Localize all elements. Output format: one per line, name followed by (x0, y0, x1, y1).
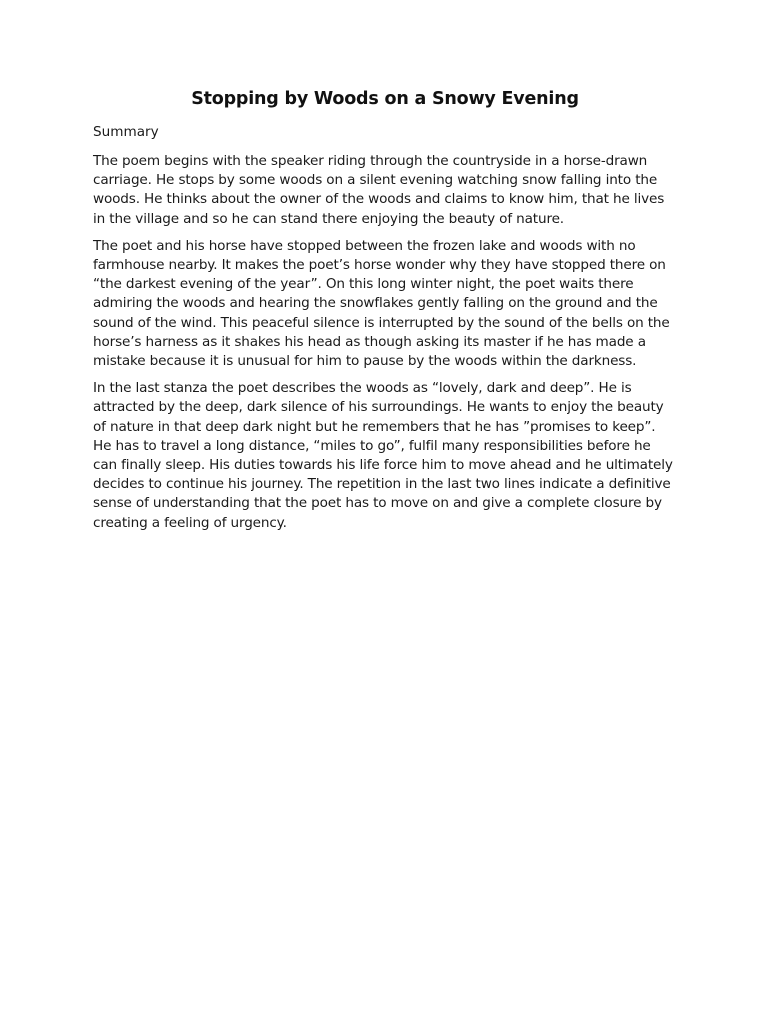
paragraph-2: The poet and his horse have stopped between the frozen lake and woods with no farmhouse nearby. It makes the poet’s horse wonder why they have stopped there on “the darkest evening of the year”. On this long winter night, the poet waits there admiring the woods and hearing the snowflakes gently falling on the ground and the sound of the wind. This peaceful silence is interrupted by the sound of the bells on the horse’s harness as it shakes his head as though asking its master if he has made a mistake because it is unusual for him to pause by the woods within the darkness. (93, 237, 670, 370)
document-page (93, 86, 677, 541)
paragraph-1: The poem begins with the speaker riding through the countryside in a horse-drawn carriage. He stops by some woods on a silent evening watching snow falling into the woods. He thinks about the owner of the woods and claims to know him, that he lives in the village and so he can stand there enjoying the beauty of nature. (93, 153, 665, 227)
section-heading-summary: Summary (93, 124, 159, 140)
paragraph-3: In the last stanza the poet describes the woods as “lovely, dark and deep”. He is attracted by the deep, dark silence of his surroundings. He wants to enjoy the beauty of nature in that deep dark night but he remembers that he has ”promises to keep”. He has to travel a long distance, “miles to go”, fulfil many responsibilities before he can finally sleep. His duties towards his life force him to move ahead and he ultimately decides to continue his journey. The repetition in the last two lines indicate a definitive sense of understanding that the poet has to move on and give a complete closure by creating a feeling of urgency. (93, 380, 673, 531)
document-title: Stopping by Woods on a Snowy Evening (191, 89, 579, 109)
